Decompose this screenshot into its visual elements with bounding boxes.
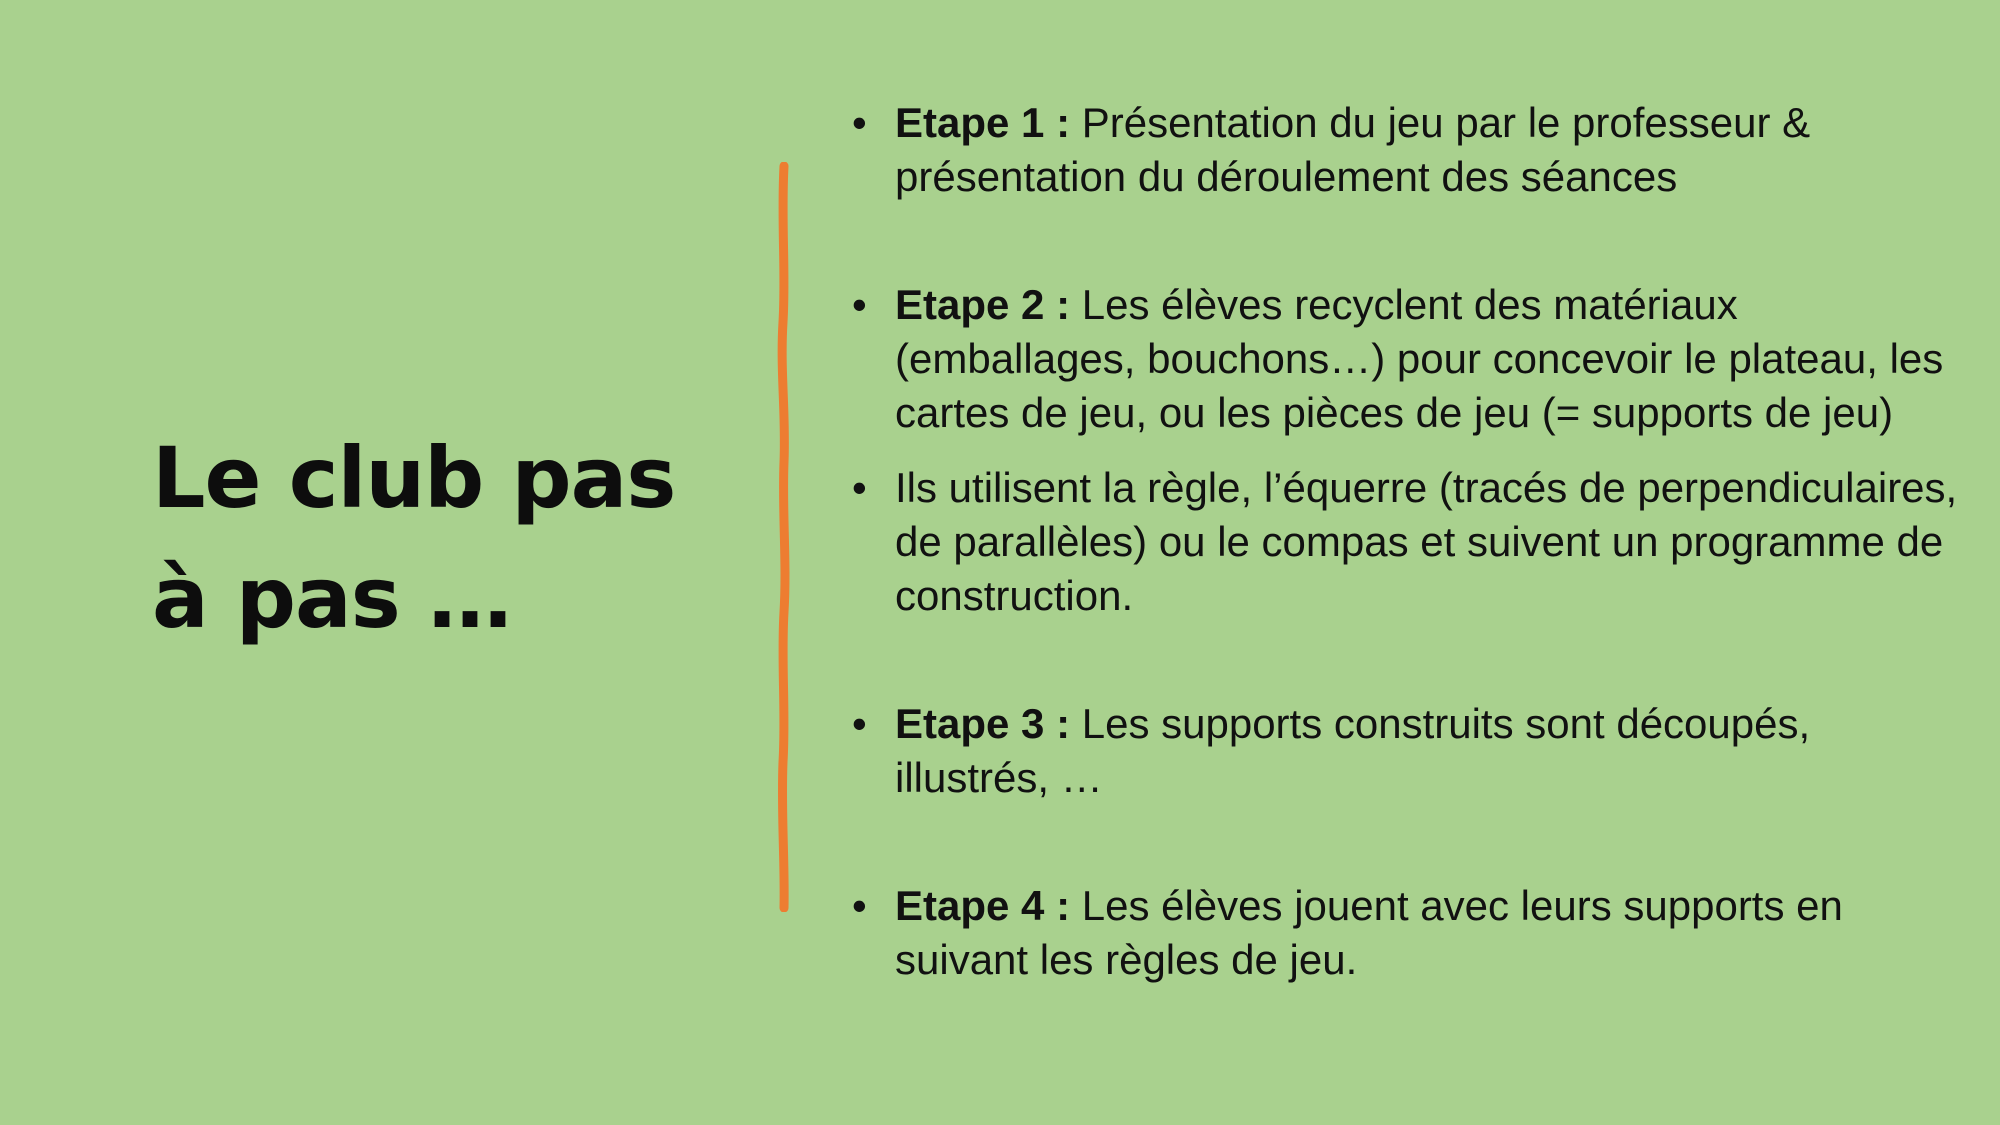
step-3-label: Etape 3 :	[895, 700, 1071, 747]
bullet-icon: •	[852, 99, 867, 146]
step-2-item	[852, 278, 1962, 440]
step-2-detail-item	[852, 461, 1962, 623]
slide-title-line-1: Le club pas	[152, 429, 676, 527]
step-4-item	[852, 879, 1962, 987]
step-1-label: Etape 1 :	[895, 99, 1071, 146]
bullet-icon: •	[852, 281, 867, 328]
step-4-text: Les élèves jouent avec leurs supports en suivant les règles de jeu.	[895, 882, 1843, 983]
step-2-detail-text: Ils utilisent la règle, l’équerre (tracés de perpendiculaires, de parallèles) ou le compas et suivent un programme de construction.	[895, 464, 1958, 619]
slide-title-line-2: à pas …	[152, 549, 511, 647]
bullet-icon: •	[852, 700, 867, 747]
step-3-item	[852, 697, 1962, 805]
step-2-text: Les élèves recyclent des matériaux (emballages, bouchons…) pour concevoir le plateau, les cartes de jeu, ou les pièces de jeu (= supports de jeu)	[895, 281, 1944, 436]
step-2-label: Etape 2 :	[895, 281, 1071, 328]
divider-line	[782, 166, 785, 908]
step-1-text: Présentation du jeu par le professeur & présentation du déroulement des séances	[895, 99, 1811, 200]
slide-title	[152, 418, 712, 658]
vertical-divider	[772, 162, 796, 912]
steps-list	[852, 96, 1962, 987]
step-3-text: Les supports construits sont découpés, illustrés, …	[895, 700, 1811, 801]
step-1-item	[852, 96, 1962, 204]
step-4-label: Etape 4 :	[895, 882, 1071, 929]
bullet-icon: •	[852, 882, 867, 929]
bullet-icon: •	[852, 464, 867, 511]
